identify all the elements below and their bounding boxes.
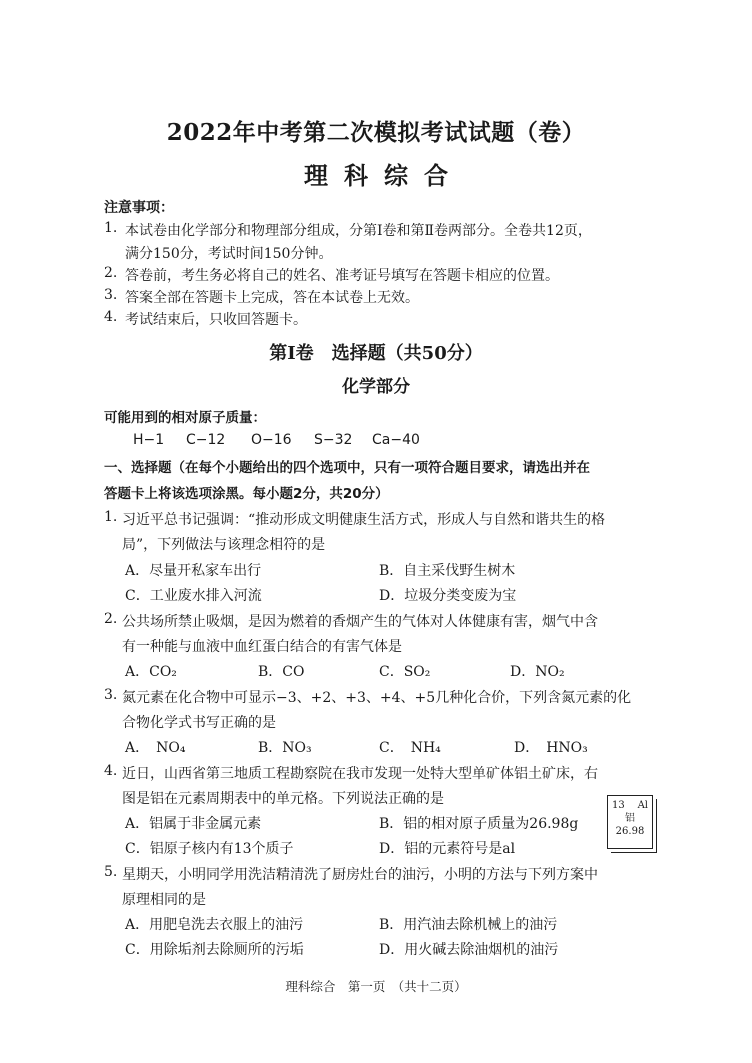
question-1-option-b: B．自主采伐野生树木 (379, 563, 516, 579)
notice-item-2-text: 答卷前，考生务必将自己的姓名、准考证号填写在答题卡相应的位置。 (125, 268, 559, 284)
notice-item-3-text: 答案全部在答题卡上完成，答在本试卷上无效。 (125, 290, 419, 306)
notice-item-4-text: 考试结束后，只收回答题卡。 (125, 312, 307, 328)
atomic-mass-heading: 可能用到的相对原子质量： (104, 410, 266, 426)
notice-item-2-num: 2. (104, 265, 118, 281)
question-1-option-d: D．垃圾分类变废为宝 (379, 588, 517, 604)
atomic-mass-h: H−1 (133, 432, 165, 448)
exam-title: 2022年中考第二次模拟考试试题（卷） (166, 119, 586, 146)
atomic-mass-s: S−32 (314, 432, 353, 448)
question-2-stem-line2: 有一种能与血液中血红蛋白结合的有害气体是 (122, 639, 402, 655)
question-3-option-d: D． HNO₃ (514, 740, 588, 756)
question-4-number: 4. (104, 763, 118, 779)
question-1-stem-line1: 习近平总书记强调：“推动形成文明健康生活方式，形成人与自然和谐共生的格 (122, 512, 606, 528)
question-2-stem-line1: 公共场所禁止吸烟，是因为燃着的香烟产生的气体对人体健康有害，烟气中含 (122, 614, 598, 630)
question-3-stem-line1: 氮元素在化合物中可显示−3、+2、+3、+4、+5几种化合价，下列含氮元素的化 (122, 690, 632, 706)
question-2-number: 2. (104, 611, 118, 627)
atomic-mass-ca: Ca−40 (372, 432, 420, 448)
question-3-number: 3. (104, 687, 118, 703)
exam-subject: 理科综合 (304, 161, 464, 190)
notice-item-1-line2: 满分150分，考试时间150分钟。 (125, 246, 333, 262)
question-2-option-a: A．CO₂ (125, 664, 177, 680)
section-title: 第Ⅰ卷 选择题（共50分） (269, 343, 483, 364)
instructions-line2: 答题卡上将该选项涂黑。每小题2分，共20分） (104, 486, 389, 502)
question-5-option-d: D．用火碱去除油烟机的油污 (379, 942, 559, 958)
question-1-option-a: A．尽量开私家车出行 (125, 563, 262, 579)
question-5-number: 5. (104, 864, 118, 880)
question-4-option-c: C．铝原子核内有13个质子 (125, 841, 294, 857)
question-5-option-b: B．用汽油去除机械上的油污 (379, 917, 558, 933)
question-3-stem-line2: 合物化学式书写正确的是 (122, 715, 276, 731)
page-footer: 理科综合 第一页 （共十二页） (285, 979, 467, 994)
question-4-stem-line2: 图是铝在元素周期表中的单元格。下列说法正确的是 (122, 791, 444, 807)
question-4-option-b: B．铝的相对原子质量为26.98g (379, 816, 579, 832)
question-2-option-c: C．SO₂ (379, 664, 431, 680)
notice-heading: 注意事项： (104, 200, 174, 216)
notice-item-1-num: 1. (104, 220, 118, 236)
element-name: 铝 (625, 813, 635, 824)
question-3-option-c: C． NH₄ (379, 740, 441, 756)
question-1-option-c: C．工业废水排入河流 (125, 588, 262, 604)
question-5-option-c: C．用除垢剂去除厕所的污垢 (125, 942, 304, 958)
question-3-option-b: B．NO₃ (258, 740, 312, 756)
element-symbol: Al (637, 800, 648, 811)
notice-item-4-num: 4. (104, 309, 118, 325)
atomic-mass-o: O−16 (251, 432, 292, 448)
question-5-stem-line1: 星期天，小明同学用洗洁精清洗了厨房灶台的油污，小明的方法与下列方案中 (122, 867, 598, 883)
question-2-option-d: D．NO₂ (510, 664, 565, 680)
question-1-number: 1. (104, 509, 118, 525)
notice-item-1-line1: 本试卷由化学部分和物理部分组成，分第Ⅰ卷和第Ⅱ卷两部分。全卷共12页， (125, 223, 592, 239)
element-atomic-mass: 26.98 (615, 826, 645, 837)
instructions-line1: 一、选择题（在每个小题给出的四个选项中，只有一项符合题目要求，请选出并在 (104, 460, 590, 476)
question-1-stem-line2: 局”，下列做法与该理念相符的是 (122, 537, 326, 553)
question-3-option-a: A． NO₄ (125, 740, 186, 756)
notice-item-3-num: 3. (104, 287, 118, 303)
element-atomic-number: 13 (612, 800, 625, 811)
atomic-mass-c: C−12 (186, 432, 226, 448)
section-part: 化学部分 (342, 377, 410, 397)
question-4-stem-line1: 近日，山西省第三地质工程勘察院在我市发现一处特大型单矿体铝土矿床，右 (122, 766, 598, 782)
question-5-stem-line2: 原理相同的是 (122, 892, 206, 908)
aluminum-element-cell (607, 795, 653, 849)
question-4-option-a: A．铝属于非金属元素 (125, 816, 262, 832)
question-5-option-a: A．用肥皂洗去衣服上的油污 (125, 917, 304, 933)
question-2-option-b: B．CO (258, 664, 305, 680)
question-4-option-d: D．铝的元素符号是al (379, 841, 516, 857)
